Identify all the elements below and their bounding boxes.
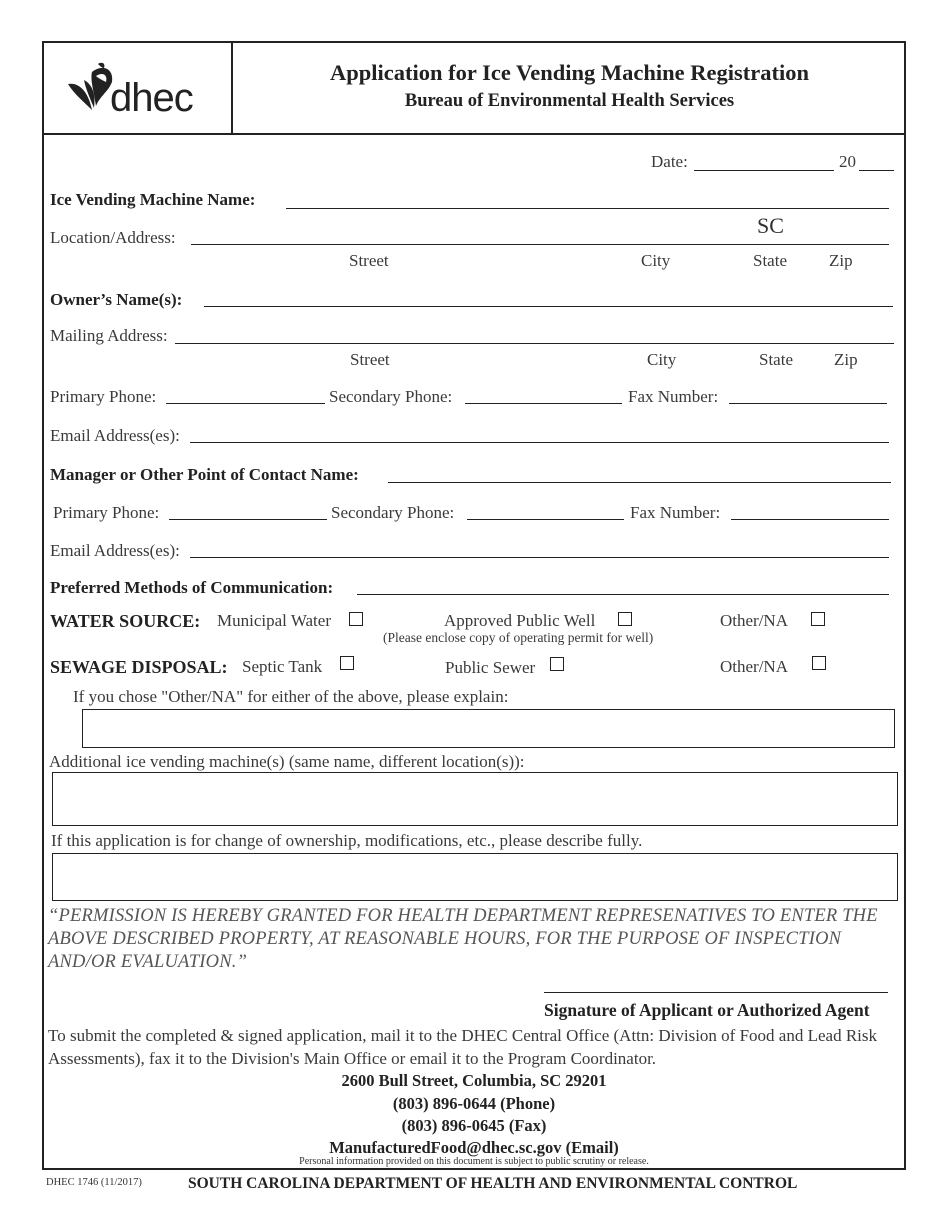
location-zip-caption: Zip [829,251,853,270]
year-field[interactable] [859,170,894,171]
location-state-caption: State [753,251,787,270]
date-label: Date: [651,152,688,171]
owner-secondary-phone-label: Secondary Phone: [329,387,453,406]
public-well-label: Approved Public Well [444,611,596,630]
year-prefix: 20 [839,152,856,171]
septic-tank-checkbox[interactable] [340,656,354,670]
location-city-caption: City [641,251,671,270]
change-description-label: If this application is for change of ownership, modifications, etc., please describe fully. [51,831,643,850]
header-logo-divider [231,41,233,135]
privacy-notice: Personal information provided on this document is subject to public scrutiny or release. [299,1156,649,1167]
explain-textbox[interactable] [82,709,895,748]
contact-phone: (803) 896-0644 (Phone) [392,1094,556,1113]
signature-field[interactable] [544,992,888,993]
owner-email-label: Email Address(es): [50,426,180,445]
manager-secondary-phone-field[interactable] [467,519,624,520]
mailing-city-caption: City [647,350,677,369]
page-subtitle: Bureau of Environmental Health Services [404,91,735,111]
manager-name-field[interactable] [388,482,891,483]
change-description-textbox[interactable] [52,853,898,901]
contact-email: ManufacturedFood@dhec.sc.gov (Email) [329,1138,619,1157]
sewage-disposal-label: SEWAGE DISPOSAL: [50,657,228,677]
contact-fax: (803) 896-0645 (Fax) [401,1116,547,1135]
manager-fax-label: Fax Number: [630,503,721,522]
owner-name-label: Owner’s Name(s): [50,290,183,309]
sewage-other-label: Other/NA [720,657,788,676]
communication-field[interactable] [357,594,889,595]
header-divider [42,133,906,135]
well-permit-note: (Please enclose copy of operating permit for well) [383,630,654,645]
manager-primary-phone-field[interactable] [169,519,327,520]
logo-text: dhec [110,76,193,120]
owner-email-field[interactable] [190,442,889,443]
contact-address: 2600 Bull Street, Columbia, SC 29201 [341,1071,607,1090]
mailing-address-label: Mailing Address: [50,326,168,345]
manager-fax-field[interactable] [731,519,889,520]
owner-secondary-phone-field[interactable] [465,403,622,404]
machine-name-label: Ice Vending Machine Name: [50,190,256,209]
additional-machines-textbox[interactable] [52,772,898,826]
manager-secondary-phone-label: Secondary Phone: [331,503,455,522]
location-field[interactable] [191,244,889,245]
owner-primary-phone-field[interactable] [166,403,325,404]
septic-tank-label: Septic Tank [242,657,323,676]
location-label: Location/Address: [50,228,176,247]
owner-fax-field[interactable] [729,403,887,404]
owner-fax-label: Fax Number: [628,387,719,406]
communication-label: Preferred Methods of Communication: [50,578,334,597]
mailing-state-caption: State [759,350,793,369]
water-other-label: Other/NA [720,611,788,630]
mailing-street-caption: Street [350,350,390,369]
municipal-water-label: Municipal Water [217,611,331,630]
submit-instructions: To submit the completed & signed application, mail it to the DHEC Central Office (Attn: Division of Food and Lead Risk Assessments), fax it to the Division's Main Office or email it to the Program Coordinator. [48,1026,877,1068]
permission-statement: “PERMISSION IS HEREBY GRANTED FOR HEALTH DEPARTMENT REPRESENATIVES TO ENTER THE ABOVE DESCRIBED PROPERTY, AT REASONABLE HOURS, FOR THE PURPOSE OF INSPECTION AND/OR EVALUATION.” [48,906,878,972]
form-id: DHEC 1746 (11/2017) [46,1177,142,1188]
date-field[interactable] [694,170,834,171]
location-street-caption: Street [349,251,389,270]
explain-label: If you chose "Other/NA" for either of the above, please explain: [73,687,509,706]
sewage-other-checkbox[interactable] [812,656,826,670]
dhec-logo [62,62,212,122]
machine-name-field[interactable] [286,208,889,209]
public-sewer-label: Public Sewer [445,658,536,677]
manager-email-label: Email Address(es): [50,541,180,560]
mailing-address-field[interactable] [175,343,894,344]
location-state-value: SC [757,213,784,238]
signature-label: Signature of Applicant or Authorized Agent [544,1000,870,1020]
manager-email-field[interactable] [190,557,889,558]
mailing-zip-caption: Zip [834,350,858,369]
manager-primary-phone-label: Primary Phone: [53,503,160,522]
additional-machines-label: Additional ice vending machine(s) (same name, different location(s)): [49,752,525,771]
public-well-checkbox[interactable] [618,612,632,626]
owner-primary-phone-label: Primary Phone: [50,387,157,406]
water-source-label: WATER SOURCE: [50,611,201,631]
public-sewer-checkbox[interactable] [550,657,564,671]
owner-name-field[interactable] [204,306,893,307]
page-title: Application for Ice Vending Machine Registration [330,60,809,85]
manager-name-label: Manager or Other Point of Contact Name: [50,465,359,484]
agency-name: SOUTH CAROLINA DEPARTMENT OF HEALTH AND ENVIRONMENTAL CONTROL [188,1175,798,1192]
municipal-water-checkbox[interactable] [349,612,363,626]
water-other-checkbox[interactable] [811,612,825,626]
